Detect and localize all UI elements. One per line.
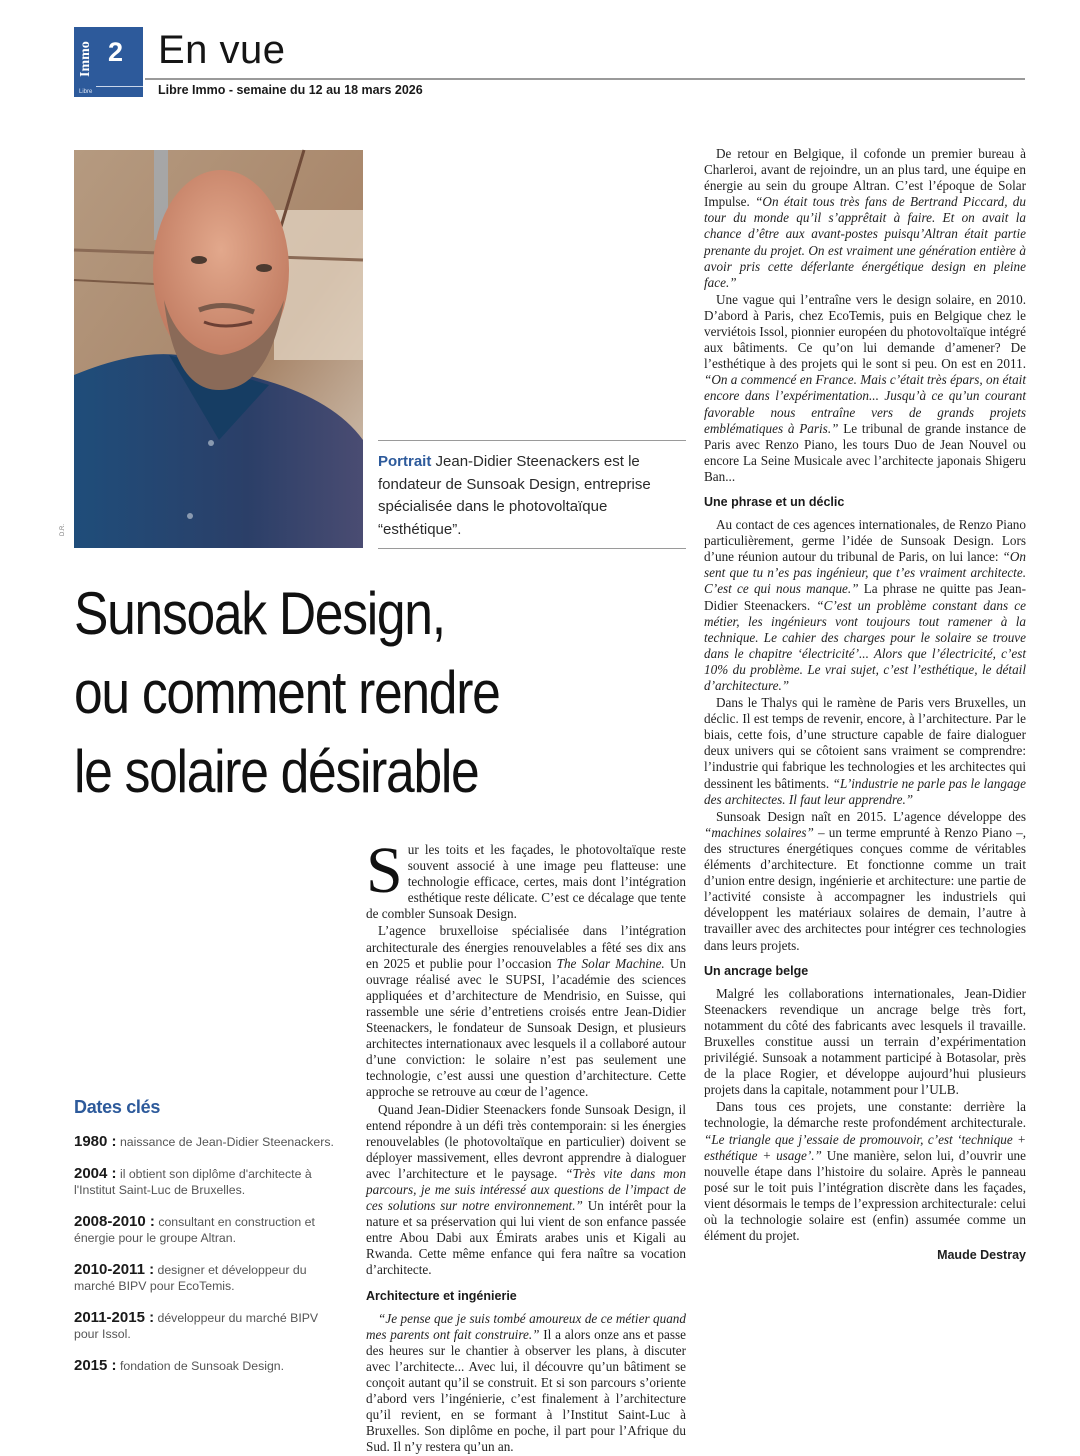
issue-line: Libre Immo - semaine du 12 au 18 mars 2026 [158,83,423,97]
subheading: Architecture et ingénierie [366,1288,517,1303]
quote: “Très vite dans mon parcours, je me suis intéressé aux questions de l’impact de ces solutions sur notre environnement.” [366,1165,686,1214]
paragraph-text: Le tribunal de grande instance de Paris avec Renzo Piano, les tours Duo de Jean Nouvel ou encore La Seine Musicale avec l’architecte japonais Shigeru Ban... [704,420,1026,484]
key-date-text: naissance de Jean-Didier Steenackers. [116,1135,334,1149]
subheading: Une phrase et un déclic [704,494,845,509]
quote: “machines solaires” [704,824,814,840]
quote: “On sent que tu n’es pas ingénieur, que t’es vraiment architecte. C’est ce qui nous manque.” [704,549,1026,597]
caption-lead: Portrait [378,453,432,470]
key-date-text: fondation de Sunsoak Design. [116,1359,285,1373]
drop-cap: S [366,834,403,907]
key-date-year: 1980 : [74,1133,117,1150]
paragraph-text: Sunsoak Design naît en 2015. L’agence développe des [716,808,1026,824]
quote: “On était tous très fans de Bertrand Piccard, du tour du monde qu’il s’apprêtait à faire. Et on avait la chance d’être aux avant-postes puisqu’Altran était partie prenante du projet. On est vraiment une génération entière à avoir pris cette déferlante énergétique design en pleine face.” [704,194,1026,290]
article-paragraph [704,517,1026,694]
paragraph-text: ur les toits et les façades, le photovoltaïque reste souvent associé à une image peu flatteuse: une technologie efficace, certes, mais dont l’intégration esthétique reste délicate. C’est ce décalage que tente de combler Sunsoak Design. [366,842,686,922]
key-date-item [74,1262,344,1294]
paragraph-text: Au contact de ces agences internationales, de Renzo Piano particulièrement, germe l’idée de Sunsoak Design. Lors d’une réunion autour du tribunal de Paris, on lui lance: [704,517,1026,565]
key-date-text: designer et développeur du marché BIPV pour EcoTemis. [74,1263,307,1293]
paragraph-text: Une manière, selon lui, d’ouvrir une nouvelle étape dans l’histoire du solaire. Après le panneau posé sur le toit puis l’intégration discrète dans les façades, vient désormais le temps de l’expression architecturale: celui où la technologie solaire est (enfin) assumée comme un élément du projet. [704,1147,1027,1244]
photo-caption [378,451,688,541]
rubric-title: En vue [158,28,286,72]
headline-line-1: Sunsoak Design, [74,580,445,647]
key-date-text: développeur du marché BIPV pour Issol. [74,1311,319,1341]
paragraph-text: Un ouvrage réalisé avec le SUPSI, l’académie des sciences appliquées et d’architecture de Mendrisio, en Suisse, qui rassemble une série d’entretiens croisés entre Jean-Didier Steenackers, le fondateur de Sunsoak Design, et plusieurs architectes internationaux avec lesquels il a collaboré autour d’une conviction: le solaire n’est pas seulement une technologie, c’est aussi une question d’architecture. Cette approche se retrouve au cœur de l’agence. [366,955,686,1100]
caption-bottom-rule [378,548,686,549]
quote: “On a commencé en France. Mais c’était très épars, on était encore dans l’expérimentation... Jusqu’à ce qu’un courant favorable nous entraîne vers de grands projets emblématiques à Paris.” [704,372,1026,436]
article-paragraph: Malgré les collaborations internationales, Jean-Didier Steenackers revendique un ancrage belge très fort, notamment du côté des fabricants avec lesquels il travaille. Bruxelles constitue aussi un terrain d’expérimentation privilégié. Sunsoak a notamment participé à Botasolar, près de la place Rogier, et développe aujourd’hui plusieurs projets dans la capitale, notamment pour l’ULB. [704,985,1026,1098]
paragraph-text: Quand Jean-Didier Steenackers fonde Sunsoak Design, il entend répondre à un défi très contemporain: si les énergies renouvelables (le photovoltaïque en particulier) doivent se déployer massivement, elles devront apprendre à dialoguer avec l’architecture et le paysage. [366,1101,686,1181]
portrait-illustration [74,150,363,548]
key-date-item [74,1214,344,1246]
article-column-middle [366,834,686,1456]
key-date-text: il obtient son diplôme d'architecte à l'Institut Saint-Luc de Bruxelles. [74,1167,312,1197]
caption-text: Jean-Didier Steenackers est le fondateur de Sunsoak Design, entreprise spécialisée dans le photovoltaïque “esthétique”. [378,453,651,538]
key-date-text: consultant en construction et énergie pour le groupe Altran. [74,1215,315,1245]
article-paragraph [704,292,1026,485]
key-date-item [74,1358,344,1374]
key-date-item [74,1310,344,1342]
key-date-item [74,1134,344,1150]
paragraph-text: – un terme emprunté à Renzo Piano –, des structures énergétiques conçues comme de véritables éléments d’architecture. Et fonctionne comme un trait d’union entre design, ingénierie et architecture: une partie de l’activité consiste à accompagner les industriels qui développent les matériaux solaires de demain, l’autre à travailler avec des architectes pour intégrer ces technologies dans leurs projets. [704,824,1026,953]
key-date-year: 2010-2011 : [74,1261,155,1278]
article-column-right [704,146,1026,1263]
article-paragraph [366,923,686,1100]
paragraph-text: Dans le Thalys qui le ramène de Paris vers Bruxelles, un déclic. Il est temps de revenir, encore, à l’architecture. Par le biais, cette fois, d’une structure capable de faire dialoguer deux univers qui se côtoient sans vraiment se comprendre: l’industrie qui fabrique les technologies et les architectes qui dessinent les bâtiments. [704,695,1026,791]
paragraph-text: Il a alors onze ans et passe des heures sur le chantier à observer les plans, à discuter avec l’architecte... Avec lui, il découvre qu’un bâtiment se conçoit autant qu’il se construit. Et si son parcours s’oriente d’abord vers l’ingénierie, c’est finalement à l’architecture qu’il revient, en se formant à l’Institut Saint-Luc à Bruxelles. Son diplôme en poche, il part pour l’Afrique du Sud. Il n’y restera qu’un an. [366,1326,686,1455]
quote: “Le triangle que j’essaie de promouvoir, c’est ‘technique + esthétique + usage’.” [704,1131,1026,1163]
paragraph-text: De retour en Belgique, il cofonde un premier bureau à Charleroi, avant de rejoindre, un an plus tard, une équipe en énergie au sein du groupe Altran. C’est l’époque de Solar Impulse. [704,146,1026,210]
article-paragraph [704,1099,1026,1244]
article-paragraph [366,1102,686,1279]
paragraph-text: L’agence bruxelloise spécialisée dans l’intégration architecturale des énergies renouvelables a fêté ses dix ans en 2025 et publie pour l’occasion [366,923,686,971]
paragraph-text: La phrase ne quitte pas Jean-Didier Steenackers. [704,581,1026,613]
quote: “C’est un problème constant dans ce métier, les ingénieurs vont toujours tout ramener à la technique. Le cahier des charges pour le solaire se trouve dans le chapitre ‘électricité’... Alors que l’électricité, c’est 10% du problème. Le vrai sujet, c’est l’esthétique, le détail d’architecture.” [704,597,1026,693]
headline [74,574,616,811]
key-date-year: 2004 : [74,1165,117,1182]
article-paragraph [366,1311,686,1456]
portrait-photo [74,150,363,548]
quote: “Je pense que je suis tombé amoureux de ce métier quand mes parents ont fait construire.” [366,1310,686,1342]
key-date-item [74,1166,344,1198]
subheading: Un ancrage belge [704,963,809,978]
article-paragraph [704,146,1026,291]
quote: “L’industrie ne parle pas le langage des architectes. Il faut leur apprendre.” [704,775,1026,807]
author-signature: Maude Destray [937,1248,1026,1263]
brand-label: Libre [79,89,93,95]
book-title: The Solar Machine. [556,955,665,971]
badge-divider [96,86,143,87]
key-dates-title: Dates clés [74,1097,161,1117]
header-divider [145,78,1025,80]
article-paragraph [366,834,686,922]
key-date-year: 2011-2015 : [74,1309,155,1326]
key-date-year: 2015 : [74,1357,117,1374]
section-badge [74,27,143,97]
headline-line-2: ou comment rendre [74,659,500,726]
section-label: Immo [78,41,93,77]
page-number: 2 [108,37,124,67]
article-paragraph [704,809,1026,954]
paragraph-text: Dans tous ces projets, une constante: derrière la technologie, la démarche reste profondément architecturale. [704,1099,1026,1131]
caption-top-rule [378,440,686,441]
article-paragraph [704,695,1026,808]
paragraph-text: Une vague qui l’entraîne vers le design solaire, en 2010. D’abord à Paris, chez EcoTemis, puis en Belgique chez le verviétois Issol, pionnier européen du photovoltaïque intégré aux bâtiments. Ce qu’on lui demande d’amener? De l’esthétique à des projets qui le sont si peu. On est en 2011. [704,291,1026,372]
photo-credit: D.R. [60,524,66,536]
key-date-year: 2008-2010 : [74,1213,155,1230]
key-dates-box [74,1097,344,1390]
paragraph-text: Un intérêt pour la nature et sa préservation qui lui vient de son enfance passée entre Abou Dabi aux Émirats arabes unis et Kigali au Rwanda. Cette même enfance qui fera naître sa vocation d’architecte. [366,1198,686,1278]
headline-line-3: le solaire désirable [74,738,479,805]
